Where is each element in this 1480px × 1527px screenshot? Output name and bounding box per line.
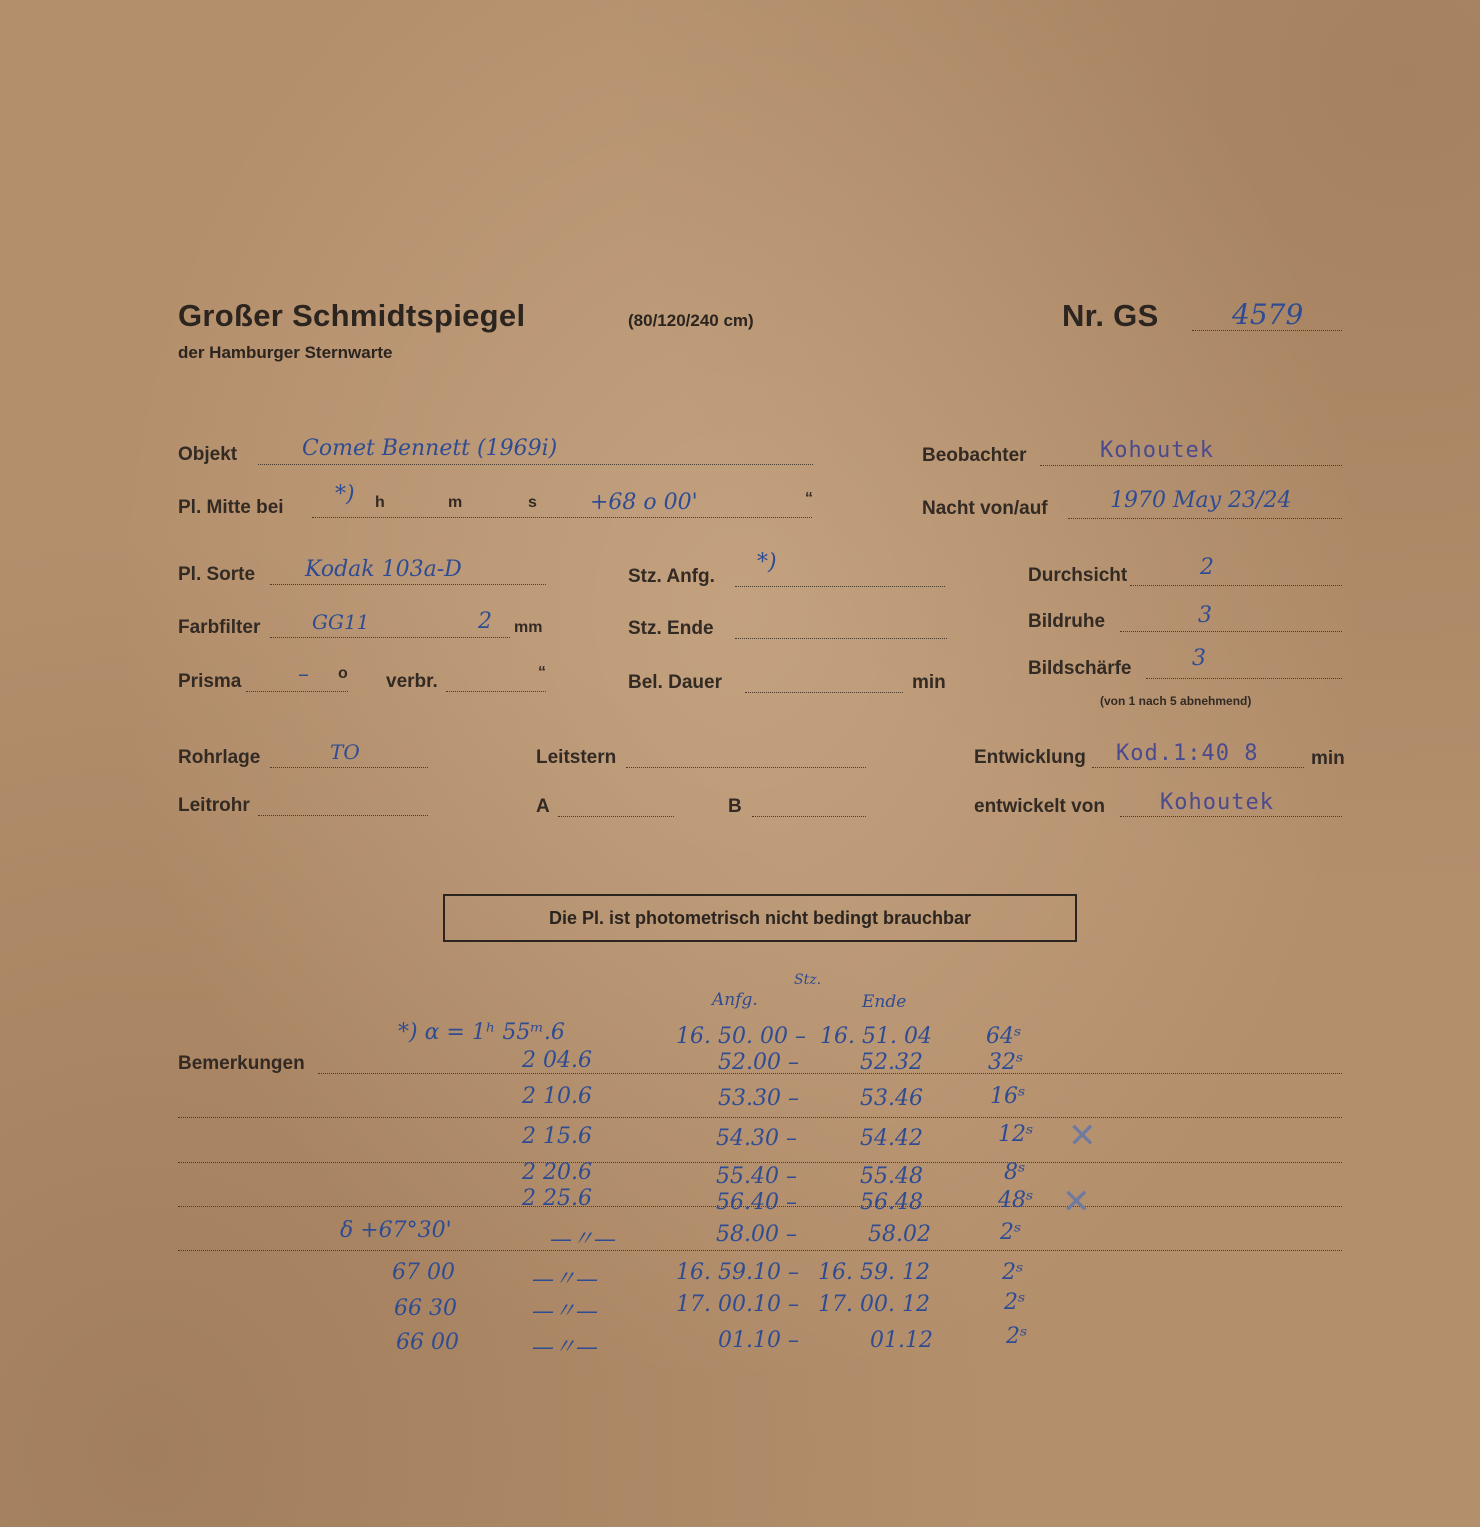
minutes-label: m: [448, 494, 463, 511]
remark-coord: 2 10.6: [522, 1084, 592, 1109]
remark-start: 56.40 –: [716, 1190, 797, 1215]
b-label: B: [728, 796, 742, 817]
bildruhe-label: Bildruhe: [1028, 611, 1106, 632]
beobachter-label: Beobachter: [922, 445, 1027, 466]
remark-end: 58.02: [868, 1222, 931, 1247]
a-label: A: [536, 796, 550, 817]
objekt-value: Comet Bennett (1969i): [302, 436, 558, 461]
verbr-label: verbr.: [386, 671, 438, 692]
farbfilter-unit: mm: [514, 619, 543, 636]
remark-duration: 32ˢ: [988, 1050, 1024, 1075]
prisma-value: –: [298, 662, 309, 687]
remark-end: 16. 59. 12: [818, 1260, 930, 1285]
remark-duration: 2ˢ: [1002, 1260, 1024, 1285]
bildschaerfe-value: 3: [1192, 646, 1206, 671]
remark-end: 17. 00. 12: [818, 1292, 930, 1317]
bemerkungen-label: Bemerkungen: [178, 1053, 305, 1074]
remark-duration: 2ˢ: [1004, 1290, 1026, 1315]
remark-coord: 67 00: [392, 1260, 455, 1285]
photometry-note-box: [443, 894, 1077, 942]
remark-duration: 64ˢ: [986, 1024, 1022, 1049]
leitstern-label: Leitstern: [536, 747, 617, 768]
remark-end: 54.42: [860, 1126, 923, 1151]
declination-value: +68 o 00': [590, 490, 698, 515]
arcsec-mark: “: [805, 490, 813, 507]
remark-duration: 8ˢ: [1004, 1160, 1026, 1185]
form-title: Großer Schmidtspiegel: [178, 298, 526, 333]
nacht-label: Nacht von/auf: [922, 498, 1048, 519]
bel-dauer-unit: min: [912, 672, 946, 693]
farbfilter-value: GG11: [312, 610, 370, 634]
stz-anfg-value: *): [757, 550, 777, 575]
cross-mark-icon: ✕: [1062, 1182, 1091, 1222]
plate-number-label: Nr. GS: [1062, 298, 1159, 333]
remark-end: 53.46: [860, 1086, 923, 1111]
remarks-header-stz: Stz.: [794, 972, 822, 988]
remarks-header-anfg: Anfg.: [712, 990, 758, 1010]
remark-end: 56.48: [860, 1190, 923, 1215]
hours-label: h: [375, 494, 385, 511]
bel-dauer-label: Bel. Dauer: [628, 672, 722, 693]
remark-duration: 48ˢ: [998, 1188, 1034, 1213]
remark-start: 16. 50. 00 –: [676, 1024, 806, 1049]
verbr-mark: “: [538, 664, 546, 681]
remark-start: 01.10 –: [718, 1328, 799, 1353]
plate-number-value: 4579: [1232, 298, 1304, 331]
seconds-label: s: [528, 494, 537, 511]
ditto-mark: —〃—: [532, 1335, 599, 1360]
entwicklung-label: Entwicklung: [974, 747, 1086, 768]
remark-coord: 66 00: [396, 1330, 459, 1355]
remark-start: 52.00 –: [718, 1050, 799, 1075]
ditto-mark: —〃—: [532, 1267, 599, 1292]
remark-end: 16. 51. 04: [820, 1024, 932, 1049]
entwicklung-unit: min: [1311, 748, 1345, 769]
remark-duration: 2ˢ: [1000, 1220, 1022, 1245]
remark-start: 17. 00.10 –: [676, 1292, 799, 1317]
durchsicht-label: Durchsicht: [1028, 565, 1128, 586]
telescope-dimensions: (80/120/240 cm): [628, 311, 754, 330]
ditto-mark: —〃—: [532, 1299, 599, 1324]
leitrohr-label: Leitrohr: [178, 795, 250, 816]
farbfilter-mm-value: 2: [478, 609, 492, 634]
stz-ende-label: Stz. Ende: [628, 618, 714, 639]
remark-end: 01.12: [870, 1328, 933, 1353]
remark-end: 55.48: [860, 1164, 923, 1189]
remark-duration: 16ˢ: [990, 1084, 1026, 1109]
beobachter-value: Kohoutek: [1100, 438, 1214, 463]
form-subtitle: der Hamburger Sternwarte: [178, 343, 393, 362]
prisma-label: Prisma: [178, 671, 242, 692]
bildschaerfe-label: Bildschärfe: [1028, 658, 1132, 679]
remark-start: 16. 59.10 –: [676, 1260, 799, 1285]
cross-mark-icon: ✕: [1068, 1116, 1097, 1156]
durchsicht-value: 2: [1200, 555, 1214, 580]
pl-mitte-label: Pl. Mitte bei: [178, 497, 284, 518]
remark-coord: *) α = 1ʰ 55ᵐ.6: [398, 1020, 565, 1045]
farbfilter-label: Farbfilter: [178, 617, 261, 638]
remark-start: 53.30 –: [718, 1086, 799, 1111]
prisma-degree: o: [338, 665, 348, 682]
stz-anfg-label: Stz. Anfg.: [628, 566, 715, 587]
photometry-note: Die Pl. ist photometrisch nicht bedingt brauchbar: [548, 907, 972, 928]
remark-coord: 66 30: [394, 1296, 457, 1321]
rohrlage-value: TO: [330, 740, 360, 764]
remark-start: 55.40 –: [716, 1164, 797, 1189]
objekt-label: Objekt: [178, 444, 238, 465]
remark-start: 54.30 –: [716, 1126, 797, 1151]
remark-duration: 2ˢ: [1006, 1324, 1028, 1349]
entwickelt-von-value: Kohoutek: [1160, 790, 1274, 815]
remark-coord: 2 25.6: [522, 1186, 592, 1211]
ditto-mark: —〃—: [550, 1227, 617, 1252]
remark-coord: 2 15.6: [522, 1124, 592, 1149]
remark-coord: 2 20.6: [522, 1160, 592, 1185]
entwicklung-value: Kod.1:40 8: [1116, 741, 1259, 766]
pl-mitte-asterisk: *): [335, 482, 355, 507]
remark-coord: 2 04.6: [522, 1048, 592, 1073]
bildruhe-value: 3: [1198, 603, 1212, 628]
pl-sorte-label: Pl. Sorte: [178, 564, 256, 585]
entwickelt-von-label: entwickelt von: [974, 796, 1105, 817]
remark-duration: 12ˢ: [998, 1122, 1034, 1147]
remark-end: 52.32: [860, 1050, 923, 1075]
rohrlage-label: Rohrlage: [178, 747, 261, 768]
nacht-value: 1970 May 23/24: [1110, 488, 1292, 513]
pl-sorte-value: Kodak 103a-D: [305, 557, 462, 582]
remark-coord: δ +67°30': [340, 1218, 452, 1243]
remark-start: 58.00 –: [716, 1222, 797, 1247]
scale-note: (von 1 nach 5 abnehmend): [1100, 694, 1252, 708]
remarks-header-ende: Ende: [862, 992, 907, 1012]
